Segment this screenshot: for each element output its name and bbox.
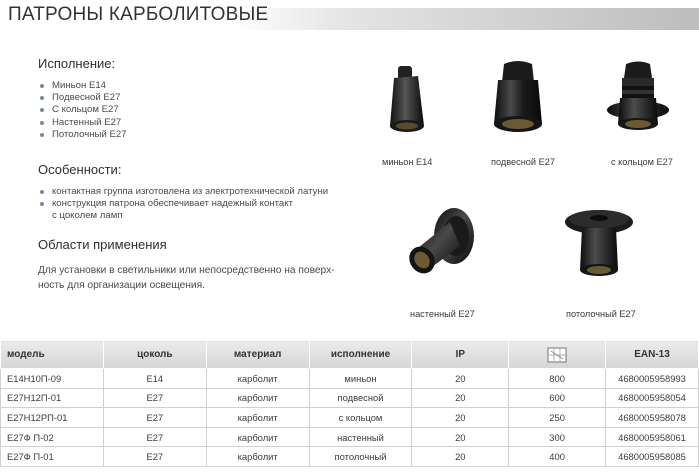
product-caption: миньон Е14 <box>382 157 433 167</box>
cell-material: карболит <box>206 447 309 467</box>
cell-model: Е14Н10П-09 <box>1 369 104 389</box>
cell-execution: миньон <box>309 369 412 389</box>
column-header-base: цоколь <box>103 341 206 369</box>
cell-package: 250 <box>509 408 606 428</box>
table-row <box>1 427 699 447</box>
column-header-model: модель <box>1 341 104 369</box>
list-item-continuation: с цоколем ламп <box>52 210 123 222</box>
cell-ip: 20 <box>412 427 509 447</box>
cell-base: Е27 <box>103 427 206 447</box>
ceiling-socket-icon <box>560 204 638 286</box>
applications-heading: Области применения <box>38 237 167 252</box>
column-header-material: материал <box>206 341 309 369</box>
ring-socket-icon <box>604 58 672 142</box>
cell-material: карболит <box>206 369 309 389</box>
list-item: С кольцом Е27 <box>38 104 127 116</box>
column-header-ip: IP <box>412 341 509 369</box>
features-heading: Особенности: <box>38 162 122 177</box>
cell-ean: 4680005958078 <box>606 408 699 428</box>
execution-heading: Исполнение: <box>38 56 116 71</box>
column-header-ean: EAN-13 <box>606 341 699 369</box>
column-header-package <box>509 341 606 369</box>
product-caption: с кольцом Е27 <box>611 157 673 167</box>
cell-package: 600 <box>509 388 606 408</box>
cell-ean: 4680005958993 <box>606 369 699 389</box>
list-item: конструкция патрона обеспечивает надежный контакт <box>38 198 328 210</box>
cell-ean: 4680005958061 <box>606 427 699 447</box>
cell-ean: 4680005958054 <box>606 388 699 408</box>
product-caption: подвесной Е27 <box>491 157 555 167</box>
cell-base: Е27 <box>103 447 206 467</box>
features-list <box>38 186 328 223</box>
cell-material: карболит <box>206 408 309 428</box>
execution-list <box>38 80 127 141</box>
specs-table <box>0 340 699 467</box>
cell-package: 800 <box>509 369 606 389</box>
cell-base: Е27 <box>103 408 206 428</box>
list-item: Подвесной Е27 <box>38 92 127 104</box>
cell-execution: настенный <box>309 427 412 447</box>
cell-model: Е27Н12РП-01 <box>1 408 104 428</box>
list-item: Настенный Е27 <box>38 117 127 129</box>
table-row <box>1 447 699 467</box>
cell-ip: 20 <box>412 408 509 428</box>
list-item: Потолочный Е27 <box>38 129 127 141</box>
cell-base: Е27 <box>103 388 206 408</box>
page-title: ПАТРОНЫ КАРБОЛИТОВЫЕ <box>8 4 269 25</box>
cell-model: Е27Ф П-02 <box>1 427 104 447</box>
list-item: Миньон Е14 <box>38 80 127 92</box>
wall-socket-icon <box>398 196 482 292</box>
table-row <box>1 369 699 389</box>
cell-material: карболит <box>206 427 309 447</box>
cell-package: 400 <box>509 447 606 467</box>
header-gradient-bar <box>230 8 699 30</box>
applications-text: Для установки в светильники или непосредственно на поверх- ность для организации освещения. <box>38 265 335 291</box>
table-row <box>1 388 699 408</box>
product-caption: настенный Е27 <box>410 309 475 319</box>
cell-ip: 20 <box>412 447 509 467</box>
table-row <box>1 408 699 428</box>
cell-execution: с кольцом <box>309 408 412 428</box>
product-caption: потолочный Е27 <box>566 309 636 319</box>
cell-base: Е14 <box>103 369 206 389</box>
cell-ip: 20 <box>412 369 509 389</box>
column-header-execution: исполнение <box>309 341 412 369</box>
minion-socket-icon <box>378 62 436 142</box>
cell-package: 300 <box>509 427 606 447</box>
pendant-socket-icon <box>486 58 550 140</box>
cell-ip: 20 <box>412 388 509 408</box>
cell-material: карболит <box>206 388 309 408</box>
list-item: контактная группа изготовлена из электротехнической латуни <box>38 186 328 198</box>
cell-model: Е27Ф П-01 <box>1 447 104 467</box>
page-header <box>0 0 699 30</box>
cell-model: Е27Н12П-01 <box>1 388 104 408</box>
cell-execution: подвесной <box>309 388 412 408</box>
cell-execution: потолочный <box>309 447 412 467</box>
package-quantity-icon <box>547 347 567 363</box>
table-header-row <box>1 341 699 369</box>
cell-ean: 4680005958085 <box>606 447 699 467</box>
